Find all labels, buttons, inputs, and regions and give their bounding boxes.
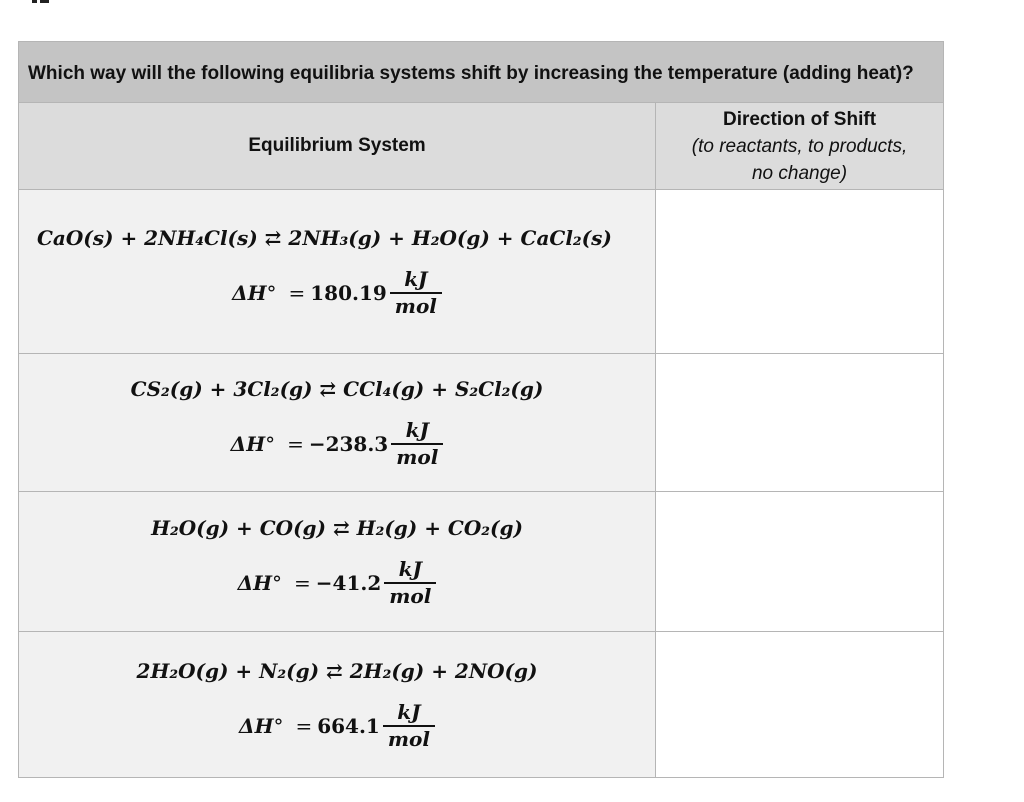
equilibrium-system-cell xyxy=(19,492,656,632)
unit-numerator: kJ xyxy=(404,267,428,291)
table-row xyxy=(19,632,944,778)
unit-denominator: mol xyxy=(383,725,435,750)
equilibrium-system-cell xyxy=(19,190,656,354)
unit-numerator: kJ xyxy=(398,557,422,581)
equation-1: CaO(s) + 2NH₄Cl(s) ⇄ 2NH₃(g) + H₂O(g) + CaCl₂(s) xyxy=(37,226,612,250)
enthalpy-1 xyxy=(232,268,442,317)
equation-4: 2H₂O(g) + N₂(g) ⇄ 2H₂(g) + 2NO(g) xyxy=(136,659,538,683)
unit-fraction xyxy=(383,701,435,750)
top-edge-mark xyxy=(32,0,54,3)
delta-h-symbol: ΔH° = xyxy=(232,280,306,305)
table-row xyxy=(19,190,944,354)
enthalpy-4 xyxy=(239,701,435,750)
delta-h-symbol: ΔH° = xyxy=(239,713,313,738)
direction-answer-cell-2[interactable] xyxy=(656,354,944,492)
delta-h-symbol: ΔH° = xyxy=(237,570,311,595)
unit-fraction xyxy=(391,419,443,468)
header-direction-label: Direction of Shift xyxy=(722,108,877,130)
delta-h-value: 180.19 xyxy=(310,280,387,305)
table-row xyxy=(19,492,944,632)
header-direction-of-shift xyxy=(656,103,944,190)
enthalpy-2 xyxy=(231,419,444,468)
direction-answer-cell-4[interactable] xyxy=(656,632,944,778)
equilibrium-system-cell xyxy=(19,354,656,492)
equation-2: CS₂(g) + 3Cl₂(g) ⇄ CCl₄(g) + S₂Cl₂(g) xyxy=(130,377,544,401)
delta-h-symbol: ΔH° = xyxy=(230,431,304,456)
unit-denominator: mol xyxy=(390,292,442,317)
direction-answer-cell-3[interactable] xyxy=(656,492,944,632)
unit-denominator: mol xyxy=(391,443,443,468)
delta-h-value: −41.2 xyxy=(315,570,382,595)
delta-h-value: −238.3 xyxy=(308,431,389,456)
equation-3: H₂O(g) + CO(g) ⇄ H₂(g) + CO₂(g) xyxy=(151,516,523,540)
unit-fraction xyxy=(390,268,442,317)
direction-answer-cell-1[interactable] xyxy=(656,190,944,354)
equilibrium-table xyxy=(18,41,944,778)
table-row xyxy=(19,354,944,492)
enthalpy-3 xyxy=(238,558,437,607)
unit-numerator: kJ xyxy=(397,700,421,724)
delta-h-value: 664.1 xyxy=(317,713,380,738)
unit-numerator: kJ xyxy=(405,418,429,442)
equilibrium-system-cell xyxy=(19,632,656,778)
unit-denominator: mol xyxy=(384,582,436,607)
unit-fraction xyxy=(384,558,436,607)
question-prompt: Which way will the following equilibria systems shift by increasing the temperature (adding heat)? xyxy=(19,42,944,103)
header-direction-hint: (to reactants, to products, no change) xyxy=(691,135,908,184)
header-equilibrium-system: Equilibrium System xyxy=(19,103,656,190)
